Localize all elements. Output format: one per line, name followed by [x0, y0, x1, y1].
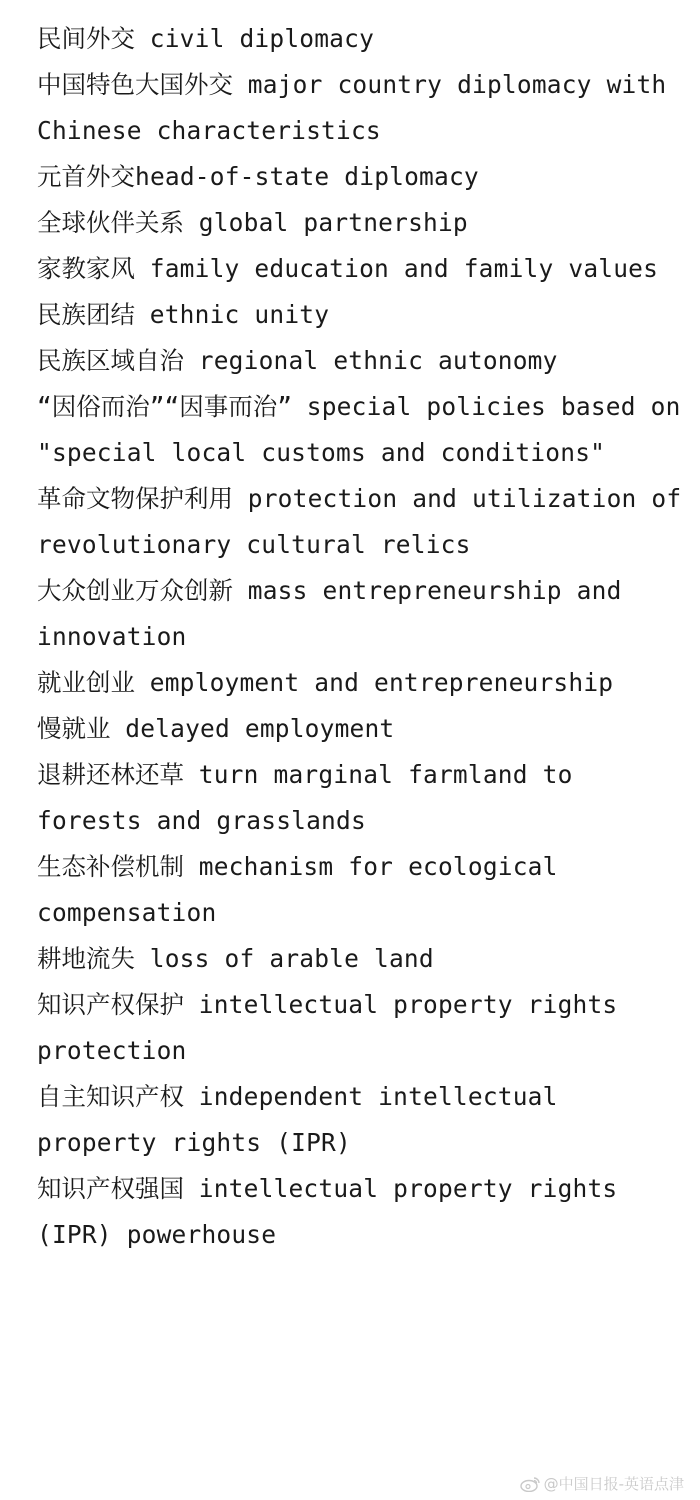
- term-separator: [184, 1174, 199, 1203]
- term-english: intellectual property rights protection: [37, 990, 633, 1065]
- glossary-entry: [37, 982, 687, 1074]
- watermark-text: @中国日报-英语点津: [543, 1475, 684, 1493]
- glossary-entry: [37, 568, 687, 660]
- term-english: independent intellectual property rights (IPR): [37, 1082, 573, 1157]
- term-english: head-of-state diplomacy: [135, 162, 479, 191]
- term-separator: [233, 576, 248, 605]
- glossary-entry: [37, 384, 696, 476]
- weibo-icon: [520, 1476, 540, 1492]
- glossary-entry: [37, 752, 687, 844]
- term-chinese: 元首外交: [37, 162, 135, 191]
- glossary-entry: [37, 844, 687, 936]
- watermark: [520, 1473, 684, 1494]
- glossary-entry: [37, 292, 687, 338]
- glossary-entry: [37, 1074, 687, 1166]
- term-separator: [184, 346, 199, 375]
- glossary-entry: [37, 62, 687, 154]
- glossary-entry: [37, 154, 687, 200]
- term-chinese: 民间外交: [37, 24, 135, 53]
- term-english: turn marginal farmland to forests and grasslands: [37, 760, 588, 835]
- term-separator: [292, 392, 307, 421]
- term-chinese: 家教家风: [37, 254, 135, 283]
- term-english: civil diplomacy: [149, 24, 375, 53]
- term-separator: [184, 760, 199, 789]
- term-english: special policies based on "special local customs and conditions": [37, 392, 696, 467]
- glossary-list: [37, 16, 697, 1258]
- term-english: ethnic unity: [149, 300, 330, 329]
- term-chinese: 大众创业万众创新: [37, 576, 233, 605]
- glossary-entry: [37, 936, 687, 982]
- term-separator: [111, 714, 126, 743]
- term-english: employment and entrepreneurship: [149, 668, 614, 697]
- term-separator: [135, 300, 150, 329]
- term-separator: [135, 668, 150, 697]
- glossary-entry: [37, 200, 687, 246]
- term-english: major country diplomacy with Chinese characteristics: [37, 70, 682, 145]
- term-chinese: 知识产权保护: [37, 990, 184, 1019]
- term-english: family education and family values: [149, 254, 659, 283]
- term-separator: [184, 990, 199, 1019]
- glossary-entry: [37, 16, 687, 62]
- glossary-entry: [37, 476, 697, 568]
- term-english: mechanism for ecological compensation: [37, 852, 573, 927]
- term-chinese: 民族区域自治: [37, 346, 184, 375]
- term-english: delayed employment: [125, 714, 395, 743]
- term-separator: [184, 852, 199, 881]
- term-separator: [135, 254, 150, 283]
- term-separator: [184, 1082, 199, 1111]
- glossary-entry: [37, 660, 687, 706]
- term-separator: [135, 24, 150, 53]
- term-chinese: 自主知识产权: [37, 1082, 184, 1111]
- term-chinese: 革命文物保护利用: [37, 484, 233, 513]
- term-chinese: 生态补偿机制: [37, 852, 184, 881]
- term-english: mass entrepreneurship and innovation: [37, 576, 637, 651]
- term-chinese: 耕地流失: [37, 944, 135, 973]
- term-chinese: 全球伙伴关系: [37, 208, 184, 237]
- term-chinese: 知识产权强国: [37, 1174, 184, 1203]
- term-english: protection and utilization of revolutionary cultural relics: [37, 484, 697, 559]
- term-chinese: 就业创业: [37, 668, 135, 697]
- term-chinese: 民族团结: [37, 300, 135, 329]
- term-english: loss of arable land: [149, 944, 434, 973]
- term-english: global partnership: [198, 208, 468, 237]
- term-separator: [135, 944, 150, 973]
- glossary-entry: [37, 1166, 687, 1258]
- term-chinese: 慢就业: [37, 714, 111, 743]
- term-english: regional ethnic autonomy: [198, 346, 558, 375]
- term-separator: [184, 208, 199, 237]
- glossary-entry: [37, 706, 687, 752]
- term-separator: [233, 70, 248, 99]
- glossary-entry: [37, 338, 687, 384]
- term-chinese: “因俗而治”“因事而治”: [37, 392, 293, 421]
- term-separator: [233, 484, 248, 513]
- glossary-entry: [37, 246, 687, 292]
- term-chinese: 退耕还林还草: [37, 760, 184, 789]
- term-english: intellectual property rights (IPR) powerhouse: [37, 1174, 633, 1249]
- term-chinese: 中国特色大国外交: [37, 70, 233, 99]
